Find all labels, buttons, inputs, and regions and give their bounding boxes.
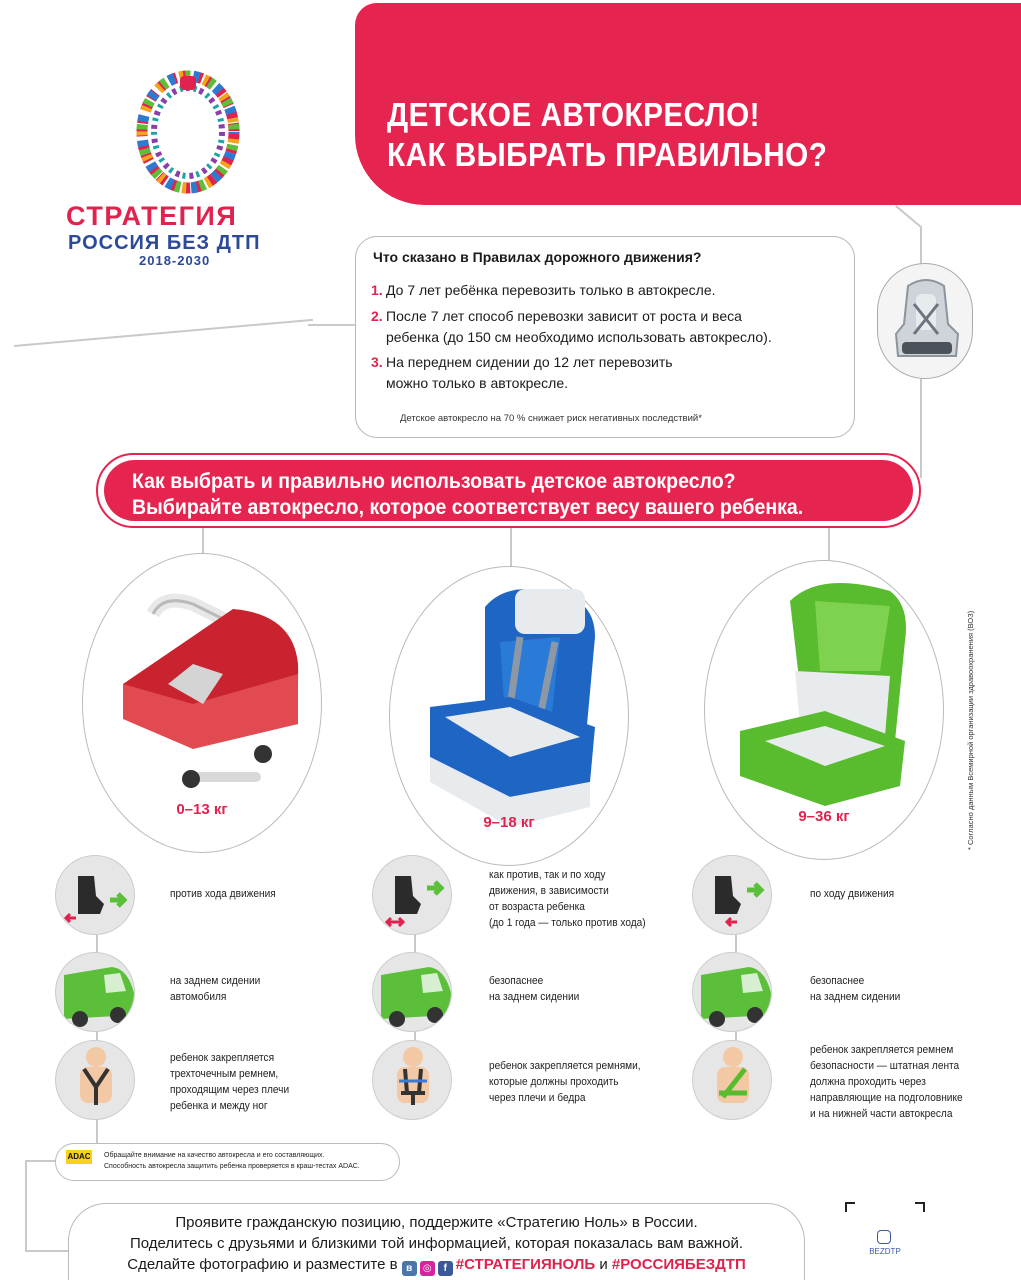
desc-line: безопасности — штатная лента (810, 1060, 960, 1072)
car-seat-icon (878, 264, 973, 379)
qr-label: BEZDTP (869, 1247, 901, 1256)
connector-line (510, 527, 512, 567)
desc-line: которые должны проходить (489, 1076, 619, 1088)
who-footnote: * Согласно данным Всемирной организации здравоохранения (ВОЗ) (966, 610, 975, 850)
desc-line: ребенок закрепляется (170, 1052, 275, 1064)
desc-line: от возраста ребенка (489, 901, 585, 913)
hashtag-russia-no-accidents[interactable]: #РОССИЯБЕЗДТП (611, 1256, 746, 1273)
desc-line: направляющие на подголовнике (810, 1092, 963, 1104)
facebook-icon[interactable]: f (438, 1261, 453, 1276)
connector-line (25, 1160, 27, 1250)
title-line-2: КАК ВЫБРАТЬ ПРАВИЛЬНО? (387, 136, 828, 173)
rule-number: 1. (371, 282, 383, 298)
desc-line: трехточечным ремнем, (170, 1068, 279, 1080)
belt-desc (489, 1058, 641, 1106)
rules-heading: Что сказано в Правилах дорожного движения? (373, 249, 702, 265)
strategy-zero-logo-icon (136, 70, 240, 194)
call-to-action-box (68, 1203, 805, 1280)
rear-facing-direction-icon (55, 855, 135, 935)
desc-line: должна проходить через (810, 1076, 926, 1088)
seat-group-0-13 (82, 553, 322, 853)
adac-line: Способность автокресла защитить ребенка проверяется в краш-тестах ADAC. (104, 1163, 360, 1170)
rules-note: Детское автокресло на 70 % снижает риск негативных последствий* (400, 413, 702, 424)
connector-line (920, 378, 922, 478)
cta-line-3 (69, 1256, 804, 1276)
desc-line: безопаснее (489, 975, 544, 987)
adac-text (104, 1150, 360, 1172)
desc-line: ребенок закрепляется ремнями, (489, 1060, 641, 1072)
desc-line: автомобиля (170, 991, 227, 1003)
desc-line: на заднем сидении (170, 975, 261, 987)
connector-line (735, 932, 737, 952)
belt-desc (810, 1042, 963, 1122)
weight-label: 0–13 кг (176, 801, 228, 818)
rule-number: 3. (371, 354, 383, 370)
instagram-qr-frame[interactable] (845, 1202, 925, 1272)
traffic-rules-box (355, 236, 855, 438)
both-direction-icon (372, 855, 452, 935)
question-line-2: Выбирайте автокресло, которое соответствует весу вашего ребенка. (132, 496, 804, 519)
desc-line: на заднем сидении (810, 991, 901, 1003)
seat-group-9-18 (389, 566, 629, 866)
rule-line: На переднем сидении до 12 лет перевозить (386, 354, 673, 370)
three-point-harness-icon (55, 1040, 135, 1120)
instagram-icon[interactable]: ◎ (420, 1261, 435, 1276)
rule-line: можно только в автокресле. (386, 375, 569, 391)
belt-desc (170, 1050, 289, 1114)
adac-logo: ADAC (66, 1150, 92, 1164)
logo-text-strategy: СТРАТЕГИЯ (66, 201, 238, 231)
connector-line (308, 324, 356, 326)
five-point-harness-icon (372, 1040, 452, 1120)
position-desc (170, 973, 260, 1005)
cta-line-1: Проявите гражданскую позицию, поддержите «Стратегию Ноль» в России. (175, 1214, 698, 1231)
desc-line: проходящим через плечи (170, 1084, 290, 1096)
connector-line (14, 319, 313, 347)
seatbelt-guide-icon (692, 1040, 772, 1120)
desc-line: (до 1 года — только против хода) (489, 917, 646, 929)
cta-prefix: Сделайте фотографию и разместите в (127, 1256, 398, 1273)
desc-line: движения, в зависимости (489, 885, 609, 897)
question-text (132, 469, 803, 521)
rule-line: После 7 лет способ перевозки зависит от роста и веса (386, 308, 742, 324)
connector-line (920, 228, 922, 266)
rule-item (371, 352, 673, 394)
logo-text-years: 2018-2030 (139, 253, 211, 268)
rule-line: ребенка (до 150 см необходимо использовать автокресло). (386, 329, 772, 345)
seat-group-9-36 (704, 560, 944, 860)
car-seat-photo (877, 263, 973, 379)
qr-corner (915, 1202, 925, 1212)
desc-line: через плечи и бедра (489, 1092, 586, 1104)
car-rear-seat-icon (55, 952, 135, 1032)
desc-line: ребенок закрепляется ремнем (810, 1044, 954, 1056)
adac-note-box (55, 1143, 400, 1181)
rule-number: 2. (371, 308, 383, 324)
direction-desc: против хода движения (170, 888, 276, 900)
weight-label: 9–36 кг (798, 808, 850, 825)
rule-line: До 7 лет ребёнка перевозить только в автокресле. (386, 282, 716, 298)
page-title (387, 95, 827, 175)
rule-item (371, 306, 772, 348)
cta-and: и (599, 1256, 608, 1273)
connector-line (896, 205, 923, 228)
weight-label: 9–18 кг (483, 814, 535, 831)
direction-desc (489, 867, 646, 931)
title-line-1: ДЕТСКОЕ АВТОКРЕСЛО! (387, 96, 760, 133)
car-rear-seat-icon (372, 952, 452, 1032)
hashtag-strategy-zero[interactable]: #СТРАТЕГИЯНОЛЬ (455, 1256, 596, 1273)
vk-icon[interactable]: в (402, 1261, 417, 1276)
desc-line: и на нижней части автокресла (810, 1108, 953, 1120)
desc-line: на заднем сидении (489, 991, 580, 1003)
instagram-icon (877, 1230, 891, 1244)
desc-line: ребенка и между ног (170, 1100, 268, 1112)
rule-item (371, 280, 716, 301)
question-line-1: Как выбрать и правильно использовать детское автокресло? (132, 470, 736, 493)
direction-desc: по ходу движения (810, 888, 895, 900)
desc-line: безопаснее (810, 975, 865, 987)
position-desc (810, 973, 900, 1005)
car-rear-seat-icon (692, 952, 772, 1032)
qr-corner (845, 1202, 855, 1212)
question-banner (96, 453, 921, 528)
header-banner (355, 3, 1021, 205)
position-desc (489, 973, 579, 1005)
cta-line-2: Поделитесь с друзьями и близкими той информацией, которая показалась вам важной. (129, 1235, 744, 1252)
connector-line (414, 932, 416, 952)
forward-facing-direction-icon (692, 855, 772, 935)
adac-line: Обращайте внимание на качество автокресла и его составляющих. (104, 1152, 325, 1159)
question-banner-fill (104, 460, 913, 521)
connector-line (25, 1250, 69, 1252)
desc-line: как против, так и по ходу (489, 869, 606, 881)
logo-text-russia: РОССИЯ БЕЗ ДТП (68, 232, 261, 254)
